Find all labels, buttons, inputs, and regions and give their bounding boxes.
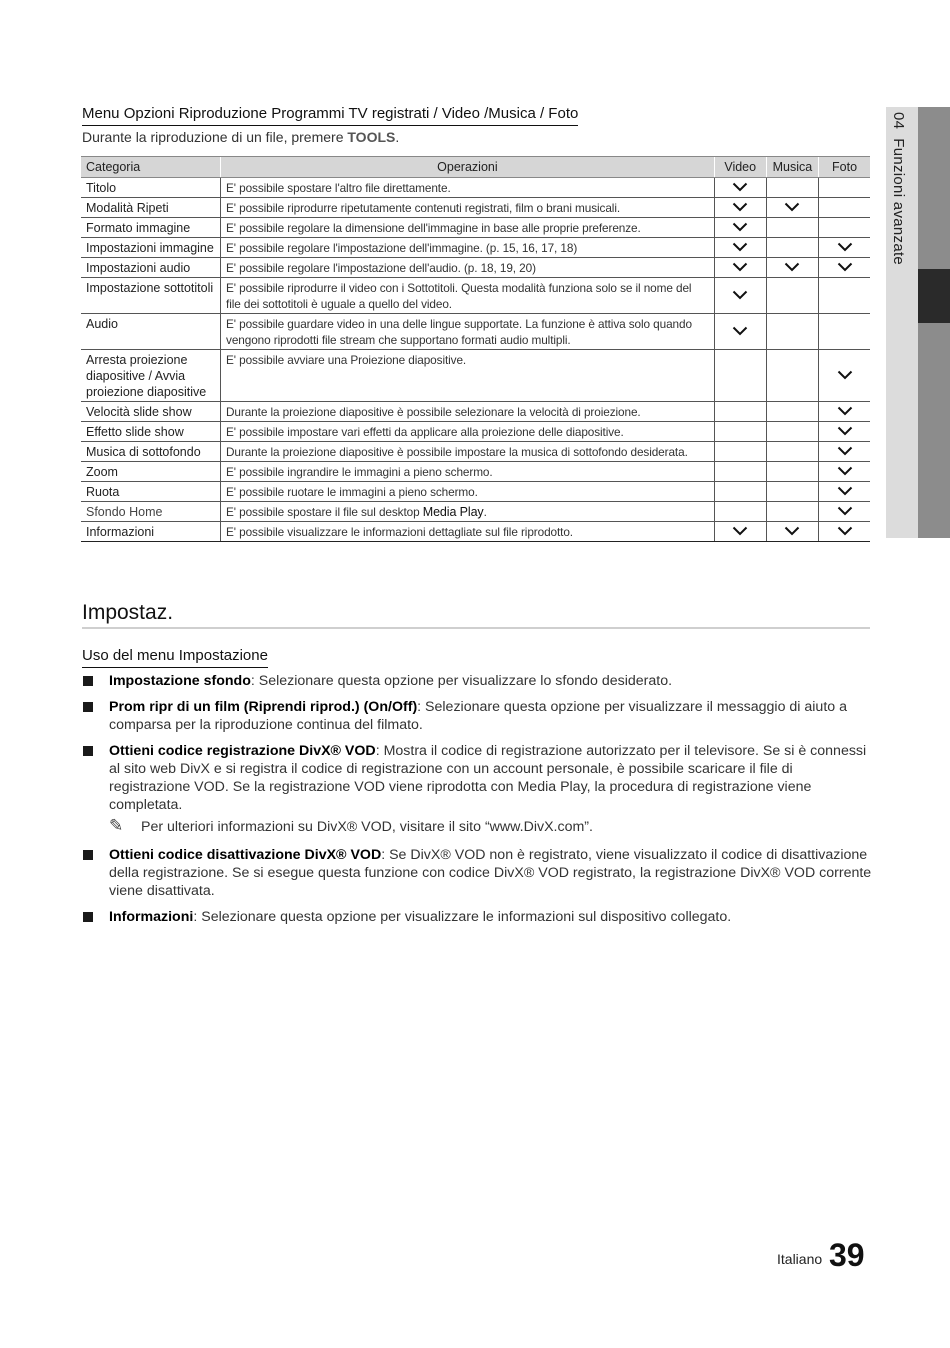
- row-video-cell: [714, 482, 766, 502]
- pencil-note-icon: ✎: [109, 816, 124, 835]
- table-row: [81, 218, 870, 238]
- row-video-cell: [714, 350, 766, 402]
- photo-check-icon: [837, 485, 853, 499]
- row-music-cell: [766, 442, 818, 462]
- chapter-tab-label: [890, 112, 907, 265]
- row-video-cell: [714, 462, 766, 482]
- operation-strong-text: Media Play: [422, 505, 484, 519]
- photo-check-icon: [837, 261, 853, 275]
- table-row: [81, 238, 870, 258]
- row-music-cell: [766, 522, 818, 542]
- photo-check-icon: [837, 445, 853, 459]
- row-video-cell: [714, 218, 766, 238]
- row-video-cell: [714, 402, 766, 422]
- section-title: Menu Opzioni Riproduzione Programmi TV registrati / Video /Musica / Foto: [82, 105, 578, 126]
- intro-text: Durante la riproduzione di un file, premere: [82, 129, 348, 145]
- table-row: [81, 482, 870, 502]
- bullet-square-icon: [83, 912, 93, 922]
- list-item: [82, 698, 872, 734]
- row-music-cell: [766, 502, 818, 522]
- row-photo-cell: [819, 442, 870, 462]
- table-header-row: [81, 157, 870, 178]
- photo-check-icon: [837, 369, 853, 383]
- row-photo-cell: [819, 462, 870, 482]
- table-row: [81, 442, 870, 462]
- row-category: Sfondo Home: [81, 502, 221, 522]
- side-bar-segment: [918, 323, 950, 538]
- video-check-icon: [732, 289, 748, 303]
- row-photo-cell: [819, 522, 870, 542]
- row-operation: E' possibile guardare video in una delle lingue supportate. La funzione è attiva solo quando vengono riprodotti file stream che supportano formati audio multipli.: [221, 314, 715, 350]
- row-video-cell: [714, 502, 766, 522]
- row-operation: Durante la proiezione diapositive è possibile selezionare la velocità di proiezione.: [221, 402, 715, 422]
- row-operation: E' possibile avviare una Proiezione diapositive.: [221, 350, 715, 402]
- list-item: [82, 846, 872, 900]
- row-operation: E' possibile spostare l'altro file direttamente.: [221, 178, 715, 198]
- row-category: Impostazione sottotitoli: [81, 278, 221, 314]
- list-item: [82, 672, 872, 690]
- row-operation: E' possibile ruotare le immagini a pieno schermo.: [221, 482, 715, 502]
- row-category: Informazioni: [81, 522, 221, 542]
- row-category: Modalità Ripeti: [81, 198, 221, 218]
- item-term: Ottieni codice registrazione DivX® VOD: [109, 743, 376, 759]
- row-music-cell: [766, 258, 818, 278]
- table-row: [81, 178, 870, 198]
- col-header-operations: Operazioni: [221, 157, 715, 178]
- row-photo-cell: [819, 482, 870, 502]
- row-video-cell: [714, 238, 766, 258]
- row-music-cell: [766, 482, 818, 502]
- list-item: [82, 908, 872, 926]
- row-operation: E' possibile impostare vari effetti da applicare alla proiezione delle diapositive.: [221, 422, 715, 442]
- item-description: : Selezionare questa opzione per visualizzare il messaggio di aiuto a comparsa per la riproduzione continua del filmato.: [109, 699, 847, 733]
- row-category: Arresta proiezione diapositive / Avvia proiezione diapositive: [81, 350, 221, 402]
- video-check-icon: [732, 241, 748, 255]
- row-category: Audio: [81, 314, 221, 350]
- heading-rule: [82, 627, 870, 629]
- row-photo-cell: [819, 218, 870, 238]
- item-description: : Selezionare questa opzione per visualizzare lo sfondo desiderato.: [250, 673, 673, 689]
- intro-end: .: [395, 129, 400, 145]
- item-term: Impostazione sfondo: [109, 673, 251, 689]
- photo-check-icon: [837, 525, 853, 539]
- tools-key: TOOLS: [347, 129, 396, 145]
- row-category: Zoom: [81, 462, 221, 482]
- photo-check-icon: [837, 465, 853, 479]
- col-header-music: Musica: [766, 157, 818, 178]
- row-photo-cell: [819, 278, 870, 314]
- table-row: [81, 422, 870, 442]
- bullet-square-icon: [83, 746, 93, 756]
- row-operation: Durante la proiezione diapositive è possibile impostare la musica di sottofondo desiderata.: [221, 442, 715, 462]
- note-text: Per ulteriori informazioni su DivX® VOD, visitare il sito “www.DivX.com”.: [141, 819, 593, 835]
- photo-check-icon: [837, 425, 853, 439]
- video-check-icon: [732, 221, 748, 235]
- table-row: [81, 502, 870, 522]
- music-check-icon: [784, 525, 800, 539]
- row-video-cell: [714, 422, 766, 442]
- music-check-icon: [784, 261, 800, 275]
- side-bar-active-segment: [918, 269, 950, 323]
- table-row: [81, 350, 870, 402]
- row-operation: E' possibile regolare l'impostazione dell'immagine. (p. 15, 16, 17, 18): [221, 238, 715, 258]
- row-category: Musica di sottofondo: [81, 442, 221, 462]
- row-music-cell: [766, 314, 818, 350]
- item-description: : Mostra il codice di registrazione autorizzato per il televisore. Se si è connessi al sito web DivX e si registra il codice di registrazione con un account personale, è possibile scaricare il file di registrazione VOD. Se la registrazione VOD viene riprodotta con Media Play, la procedura di registrazione viene completata.: [109, 743, 867, 813]
- row-video-cell: [714, 522, 766, 542]
- video-check-icon: [732, 181, 748, 195]
- settings-subtitle: Uso del menu Impostazione: [82, 647, 268, 668]
- table-row: [81, 402, 870, 422]
- row-operation: E' possibile visualizzare le informazioni dettagliate sul file riprodotto.: [221, 522, 715, 542]
- operation-end-text: .: [483, 505, 487, 519]
- video-check-icon: [732, 325, 748, 339]
- row-photo-cell: [819, 198, 870, 218]
- settings-heading: Impostaz.: [82, 601, 174, 624]
- video-check-icon: [732, 261, 748, 275]
- music-check-icon: [784, 201, 800, 215]
- row-music-cell: [766, 402, 818, 422]
- video-check-icon: [732, 201, 748, 215]
- table-row: [81, 278, 870, 314]
- table-row: [81, 258, 870, 278]
- row-music-cell: [766, 198, 818, 218]
- table-row: [81, 198, 870, 218]
- table-body: [81, 178, 870, 542]
- row-category: Formato immagine: [81, 218, 221, 238]
- item-term: Prom ripr di un film (Riprendi riprod.) (On/Off): [109, 699, 418, 715]
- row-video-cell: [714, 314, 766, 350]
- col-header-photo: Foto: [819, 157, 870, 178]
- options-table: [81, 156, 870, 542]
- page-number: 39: [829, 1237, 865, 1273]
- row-operation: [221, 502, 715, 522]
- row-operation: E' possibile regolare la dimensione dell'immagine in base alle proprie preferenze.: [221, 218, 715, 238]
- table-row: [81, 314, 870, 350]
- row-video-cell: [714, 442, 766, 462]
- row-category: Velocità slide show: [81, 402, 221, 422]
- row-video-cell: [714, 278, 766, 314]
- note: [82, 818, 872, 836]
- row-category: Impostazioni audio: [81, 258, 221, 278]
- bullet-square-icon: [83, 702, 93, 712]
- row-music-cell: [766, 350, 818, 402]
- row-operation: E' possibile regolare l'impostazione dell'audio. (p. 18, 19, 20): [221, 258, 715, 278]
- photo-check-icon: [837, 241, 853, 255]
- bullet-square-icon: [83, 850, 93, 860]
- row-operation: E' possibile ingrandire le immagini a pieno schermo.: [221, 462, 715, 482]
- row-category: Effetto slide show: [81, 422, 221, 442]
- row-category: Ruota: [81, 482, 221, 502]
- row-photo-cell: [819, 502, 870, 522]
- photo-check-icon: [837, 405, 853, 419]
- row-photo-cell: [819, 350, 870, 402]
- row-video-cell: [714, 198, 766, 218]
- side-bar-segment: [918, 107, 950, 269]
- chapter-title: Funzioni avanzate: [890, 138, 907, 266]
- row-music-cell: [766, 462, 818, 482]
- photo-check-icon: [837, 505, 853, 519]
- table-row: [81, 522, 870, 542]
- row-operation: E' possibile riprodurre il video con i Sottotitoli. Questa modalità funziona solo se il nome del file dei sottotitoli è uguale a quello del video.: [221, 278, 715, 314]
- table-row: [81, 462, 870, 482]
- row-category: Titolo: [81, 178, 221, 198]
- item-description: : Selezionare questa opzione per visualizzare le informazioni sul dispositivo collegato.: [193, 909, 732, 925]
- row-music-cell: [766, 238, 818, 258]
- row-photo-cell: [819, 402, 870, 422]
- chapter-number: 04: [890, 112, 907, 130]
- row-category: Impostazioni immagine: [81, 238, 221, 258]
- row-photo-cell: [819, 178, 870, 198]
- col-header-category: Categoria: [81, 157, 221, 178]
- video-check-icon: [732, 525, 748, 539]
- item-term: Ottieni codice disattivazione DivX® VOD: [109, 847, 382, 863]
- row-photo-cell: [819, 238, 870, 258]
- item-description: : Se DivX® VOD non è registrato, viene visualizzato il codice di disattivazione della registrazione. Se si esegue questa funzione con codice DivX® VOD registrato, la registrazione DivX® VOD corrente viene disattivata.: [109, 847, 872, 899]
- row-video-cell: [714, 258, 766, 278]
- row-video-cell: [714, 178, 766, 198]
- row-music-cell: [766, 178, 818, 198]
- list-item: [82, 742, 872, 814]
- row-music-cell: [766, 422, 818, 442]
- col-header-video: Video: [714, 157, 766, 178]
- row-photo-cell: [819, 314, 870, 350]
- footer-language: Italiano: [777, 1251, 823, 1267]
- settings-list: [82, 672, 872, 934]
- row-music-cell: [766, 218, 818, 238]
- row-photo-cell: [819, 422, 870, 442]
- row-photo-cell: [819, 258, 870, 278]
- row-music-cell: [766, 278, 818, 314]
- operation-text: E' possibile spostare il file sul desktop: [226, 505, 423, 519]
- section-intro: [82, 129, 399, 145]
- item-term: Informazioni: [109, 909, 194, 925]
- row-operation: E' possibile riprodurre ripetutamente contenuti registrati, film o brani musicali.: [221, 198, 715, 218]
- bullet-square-icon: [83, 676, 93, 686]
